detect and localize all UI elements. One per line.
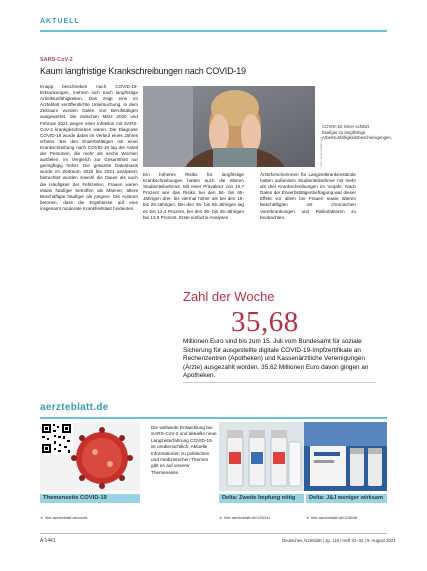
arrow-right-icon: ►	[219, 515, 225, 520]
vaccine-vials-icon	[219, 422, 304, 491]
teaser-3-link-text[interactable]: hier.aerzteblatt.de/126046	[311, 515, 358, 520]
column-3-text: Ärzteforscherinnen für Langzeitkrankenstände hatten außerdem Studienteilnehmer mit mehr als drei Krankschreibungen im Vorjahr. Nach Daten der Erwerbstätigenbefragung war dieser Effekt vor allem bei Frauen sowie älteren Beschäftigten mit chronischen Vorerkrankungen und Risikofaktoren zu beobachten.	[260, 172, 356, 220]
qr-code[interactable]	[40, 422, 73, 455]
teaser-1-link[interactable]	[40, 515, 87, 520]
article-headline: Kaum langfristige Krankschreibungen nach COVID-19	[40, 66, 246, 76]
arrow-right-icon: ►	[306, 515, 312, 520]
teaser-3-caption[interactable]: Delta: J&J weniger wirksam	[306, 494, 387, 503]
page-number: A 1441	[40, 538, 56, 544]
teaser-3-link[interactable]	[306, 515, 357, 520]
zahl-der-woche-text: Millionen Euro sind bis zum 15. Juli vom Bundesamt für soziale Sicherung für ausgestellte digitale COVID-19-Impfzertifikate an Rechenzentren (Apotheken) und Kassenärztliche Vereinigungen (Ärzte) ausgezahlt worden. 35,62 Millionen Euro davon gingen an Apotheken.	[183, 338, 369, 380]
photo-credit: Foto: stock.adobe.com	[319, 136, 323, 167]
article-column-3	[260, 172, 356, 267]
arrow-right-icon: ►	[40, 515, 46, 520]
teaser-1-link-text[interactable]: hier.aerzteblatt.de/covid	[45, 515, 88, 520]
footer-divider	[40, 533, 387, 534]
column-2-text: Ein höheres Risiko für langfristige Krankschreibungen hatten auch die älteren Studienteilnehmer. Mit einer Prävalenz von 10,7 Prozent war das Risiko bei den 56- bis 65-Jährigen drei- bis viermal höher als bei den 16- bis 25-Jährigen. Bei den 46- bis 55-Jährigen lag es bei 13,4 Prozent, bei den 36- bis 45-Jährigen bei 13,9 Prozent. Erste einfache Analysen	[143, 172, 244, 220]
journal-issue: Deutsches Ärzteblatt | Jg. 118 | Heft 31–32 | 9. August 2021	[282, 538, 396, 543]
column-1-text: Knapp beschrieben nach COVID-19-Erkrankungen, mehren sich nach langfristige Arbeitsunfähigkeiten. Das zeigt eine im Ärzteblatt veröffentlichte Untersuchung. In dem Zeitraum wurden Daten von Berufstätigen ausgewertet, die zwischen März 2020 und Februar 2021 wegen einer Infektion mit SARS-CoV-2 krankgeschrieben waren. Die Diagnose COVID-19 wurde dabei im Verlauf eines Jahres erfasst. Bei den Erwerbstätigen mit einer Krankschreibung nach COVID-19 lag der Anteil der Personen, die mehr als sechs Wochen ausfielen, im Vergleich zur Gesamtheit nur geringfügig höher. Die gesamte Datenbasis wurde im Zeitraum 2020 bis 2021 analysiert; betrachtet wurden sowohl die Dauer als auch die Häufigkeit der Fehlzeiten. Frauen waren etwas häufiger betroffen als Männer, ältere Beschäftigte häufiger als jüngere. Die Autoren betonen, dass die Ergebnisse auf eine insgesamt moderate Krankheitslast hindeuten.	[40, 84, 138, 211]
photo-woman-holding-head	[143, 86, 315, 167]
zahl-der-woche-divider	[183, 382, 376, 383]
aerzteblatt-divider	[40, 417, 387, 419]
qr-code-icon	[40, 422, 73, 455]
vaccine-box-icon	[304, 422, 387, 491]
teaser-1-caption[interactable]: Themenseite COVID-19	[40, 494, 140, 503]
teaser-2-image[interactable]	[219, 422, 304, 491]
article-kicker: SARS-CoV-2	[40, 57, 73, 63]
section-divider	[40, 30, 387, 32]
article-photo	[143, 86, 315, 167]
photo-caption: COVID-19: Einer schätzt häufiger zu langfristige Arbeitsunfähigkeitsbescheinigungen.	[322, 124, 392, 141]
teaser-2-link[interactable]	[219, 515, 270, 520]
section-label: AKTUELL	[40, 18, 80, 25]
article-column-2	[143, 172, 244, 267]
zahl-der-woche-title: Zahl der Woche	[183, 289, 275, 304]
teaser-3-image[interactable]	[304, 422, 387, 491]
zahl-der-woche-number: 35,68	[231, 306, 299, 338]
teaser-2-caption[interactable]: Delta: Zweite Impfung nötig	[219, 494, 304, 503]
promo-text: Die weltweite Entwicklung bei SARS-CoV-2 und aktuelle neue Langzeiterfahrung COVID-19 ist unübersichtlich. Aktuelle Informationen zu politischen und medizinischen Themen gibt es auf unserer Themenseite.	[151, 425, 217, 475]
article-column-1	[40, 84, 138, 389]
teaser-2-link-text[interactable]: hier.aerzteblatt.de/126041	[224, 515, 271, 520]
aerzteblatt-logo: aerzteblatt.de	[40, 402, 109, 413]
